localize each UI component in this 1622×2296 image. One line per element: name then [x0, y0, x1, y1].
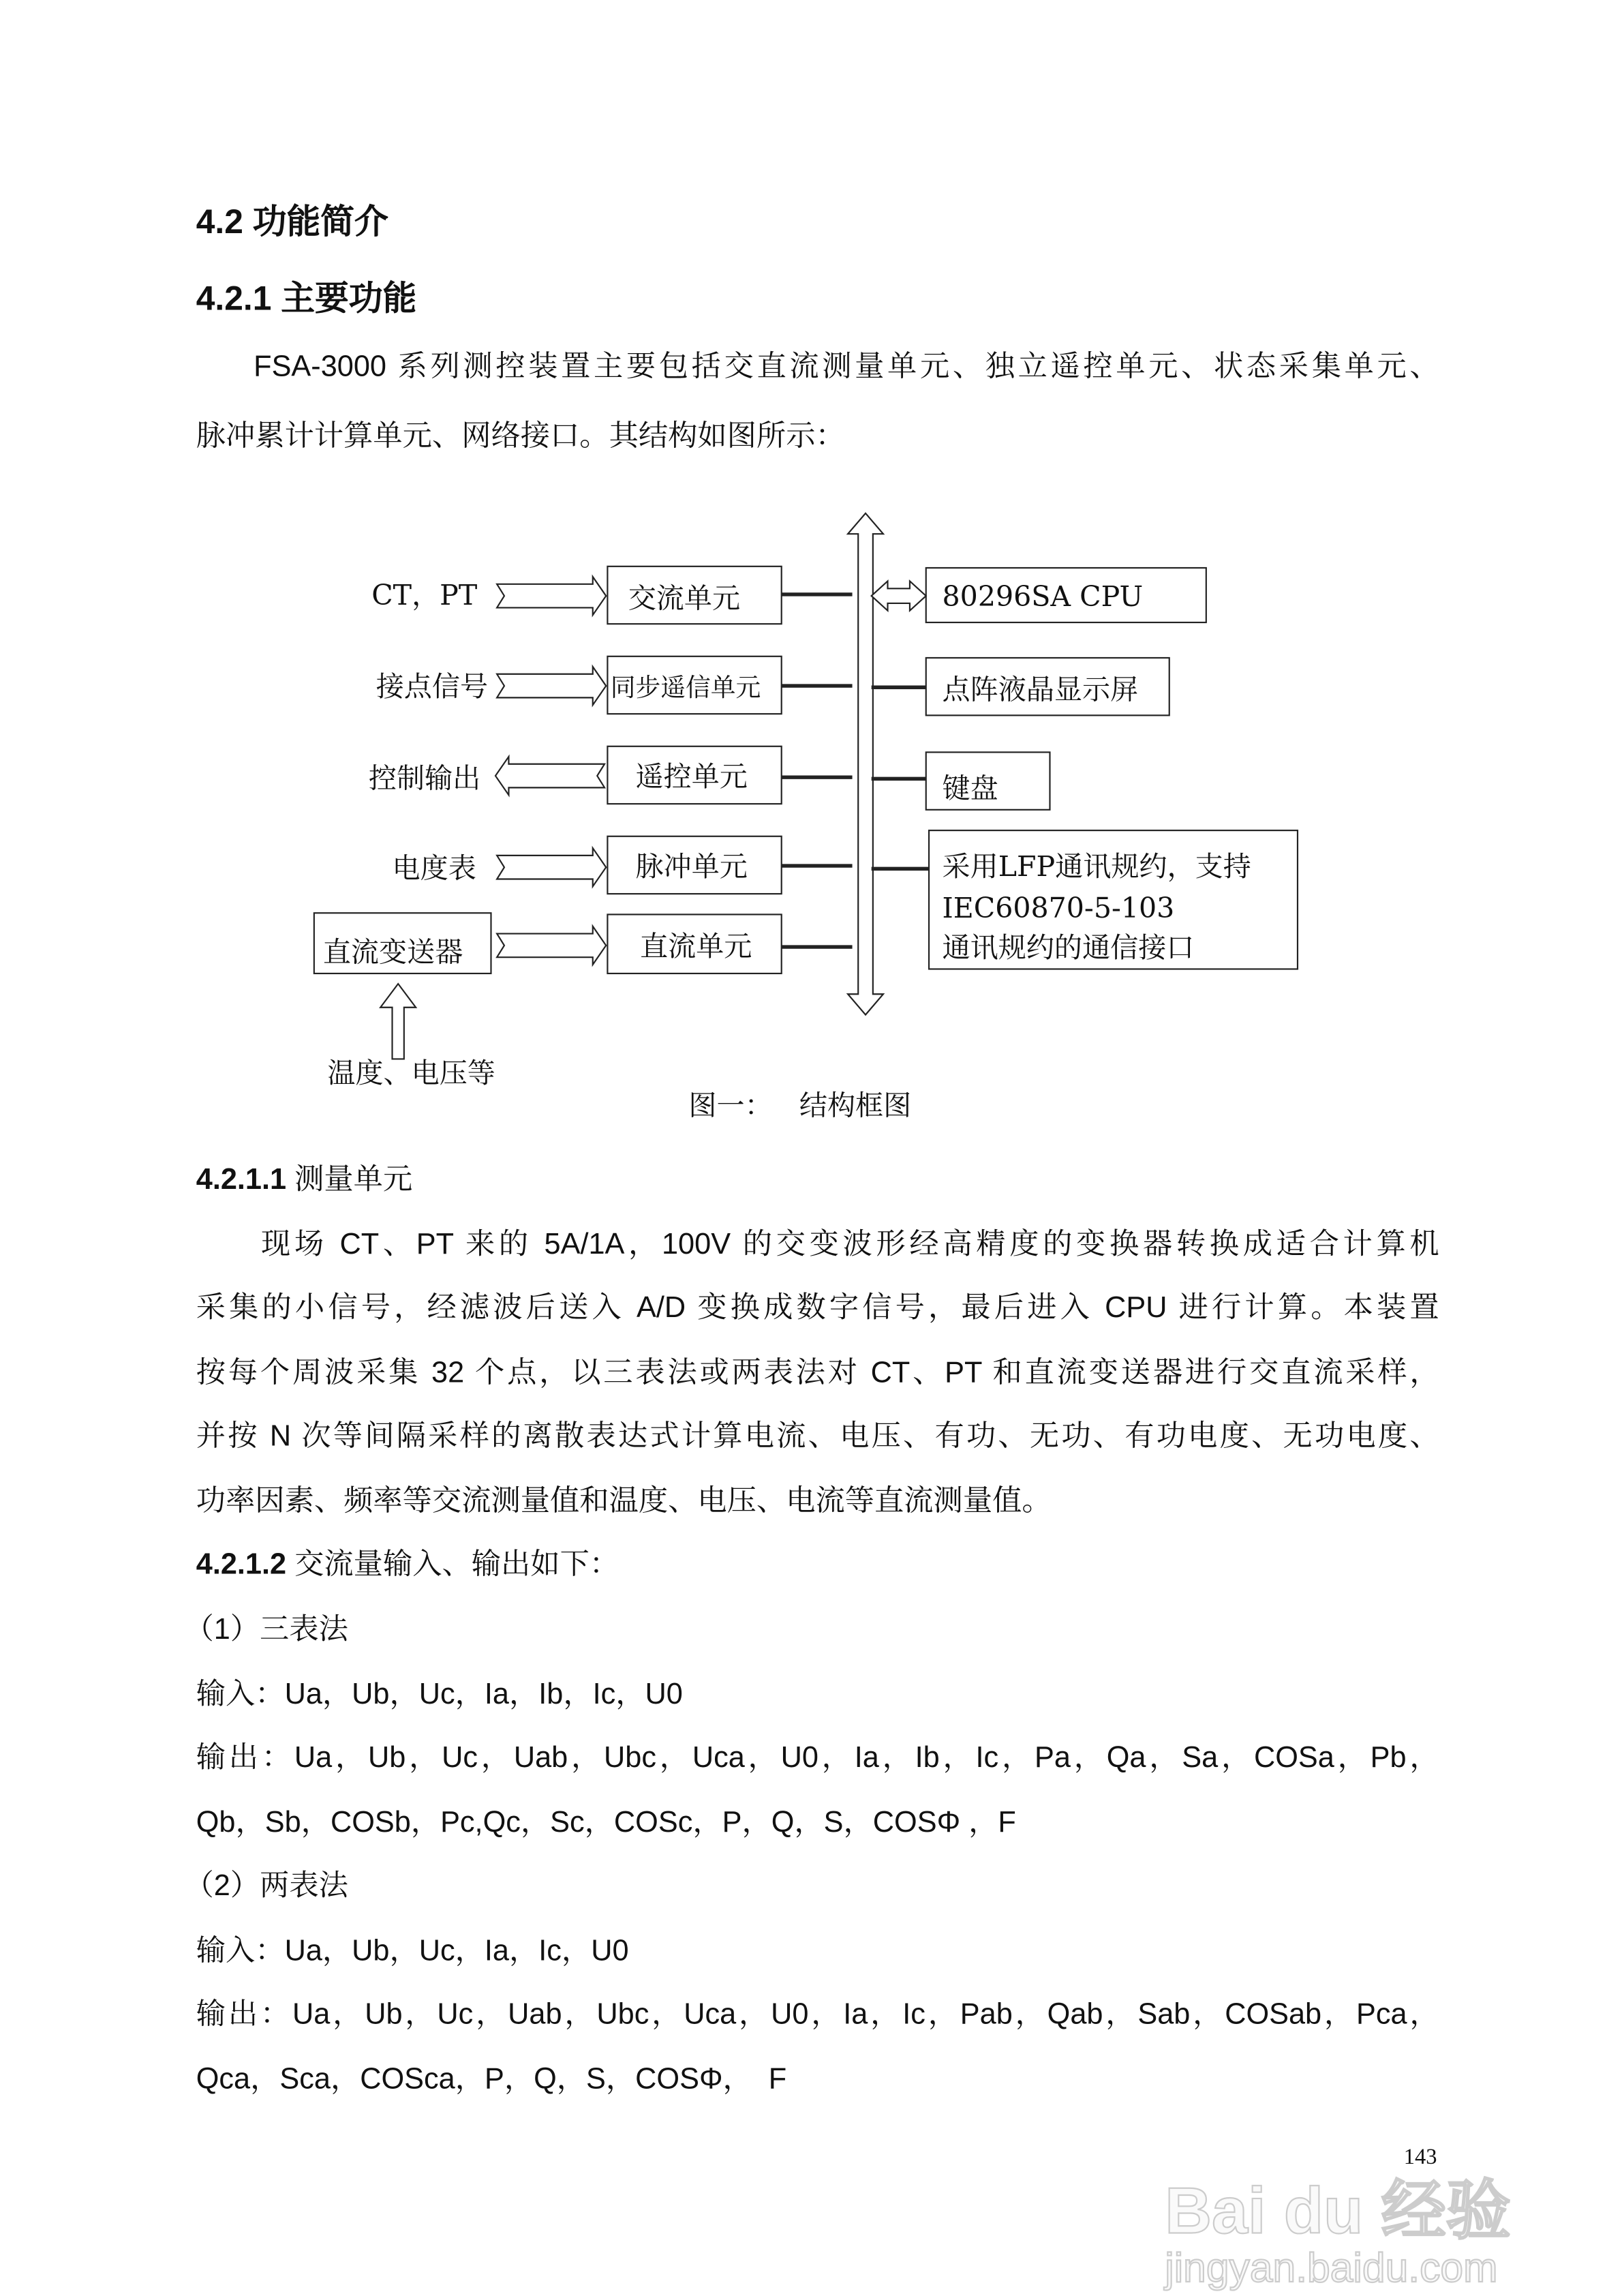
body-line: 采集的小信号，经滤波后送入 A/D 变换成数字信号，最后进入 CPU 进行计算。本装置 — [196, 1292, 1439, 1325]
unit-label: 交流单元 — [628, 581, 741, 615]
bus-double-arrow — [848, 513, 883, 1015]
output-list: Qb，Sb，COSb，Pc,Qc，Sc，COSc，P，Q，S，COSΦ ，F — [196, 1807, 1016, 1840]
unit-label: 遥控单元 — [635, 760, 748, 794]
section-number: 4.2.1.1 — [196, 1164, 287, 1196]
page-number: 143 — [1403, 2146, 1437, 2170]
transmitter-label: 直流变送器 — [322, 935, 463, 969]
keyboard-label: 键盘 — [942, 772, 998, 805]
output-arrow — [495, 757, 605, 795]
section-heading: 4.2 功能简介 — [196, 202, 388, 241]
input-list: 输入：Ua，Ub，Uc，Ia，Ib，Ic，U0 — [196, 1678, 683, 1711]
baidu-watermark — [1165, 2175, 1512, 2292]
unit-label: 脉冲单元 — [635, 850, 748, 883]
input-list: 输入：Ua，Ub，Uc，Ia，Ic，U0 — [196, 1935, 629, 1968]
body-line: 并按 N 次等间隔采样的离散表达式计算电流、电压、有功、无功、有功电度、无功电度、 — [196, 1420, 1439, 1453]
output-list: Qca，Sca，COSca，P，Q，S，COSΦ， F — [196, 2063, 787, 2096]
input-arrow — [497, 577, 606, 615]
intro-line: FSA-3000 系列测控装置主要包括交直流测量单元、独立遥控单元、状态采集单元、 — [254, 350, 1439, 384]
input-label: 接点信号 — [376, 670, 489, 704]
body-line: 现场 CT、PT 来的 5A/1A，100V 的交变波形经高精度的变换器转换成适合计算机 — [260, 1228, 1439, 1261]
comm-label: 采用LFP通讯规约，支持 — [942, 850, 1251, 883]
comm-label: 通讯规约的通信接口 — [942, 931, 1195, 965]
unit-label: 同步遥信单元 — [610, 673, 761, 703]
output-list: 输出：Ua，Ub，Uc，Uab，Ubc，Uca，U0，Ia，Ib，Ic，Pa，Qa，Sa，COSa，Pb， — [196, 1742, 1439, 1774]
input-label: CT，PT — [371, 579, 478, 612]
subsection-heading: 4.2.1 主要功能 — [196, 278, 417, 318]
cpu-label: 80296SA CPU — [942, 580, 1144, 614]
method-title: （2）两表法 — [184, 1870, 348, 1903]
lcd-label: 点阵液晶显示屏 — [942, 673, 1139, 706]
input-arrow — [497, 848, 606, 886]
input-arrow — [497, 926, 606, 965]
input-arrow — [497, 667, 606, 705]
input-label: 电度表 — [392, 851, 476, 885]
body-line: 功率因素、频率等交流测量值和温度、电压、电流等直流测量值。 — [196, 1485, 1052, 1518]
cpu-double-arrow — [872, 581, 926, 610]
figure-caption: 图一： 结构框图 — [688, 1089, 912, 1122]
section-title: 交流量输入、输出如下： — [286, 1548, 619, 1582]
output-label: 控制输出 — [368, 761, 481, 795]
intro-line: 脉冲累计计算单元、网络接口。其结构如图所示： — [196, 420, 845, 453]
section-title: 测量单元 — [286, 1164, 413, 1196]
body-line: 按每个周波采集 32 个点，以三表法或两表法对 CT、PT 和直流变送器进行交直流采样， — [196, 1357, 1439, 1390]
up-arrow — [380, 984, 416, 1059]
output-list: 输出：Ua，Ub，Uc，Uab，Ubc，Uca，U0，Ia，Ic，Pab，Qab，Sab，COSab，Pca， — [196, 1998, 1439, 2031]
watermark-url: jingyan.baidu.com — [1165, 2244, 1498, 2291]
comm-label: IEC60870-5-103 — [942, 891, 1175, 924]
transmitter-input-label: 温度、电压等 — [327, 1057, 495, 1090]
method-title: （1）三表法 — [184, 1613, 348, 1646]
unit-label: 直流单元 — [640, 930, 752, 963]
watermark-logo: Bai du 经验 — [1165, 2175, 1512, 2248]
section-number: 4.2.1.2 — [196, 1548, 287, 1582]
